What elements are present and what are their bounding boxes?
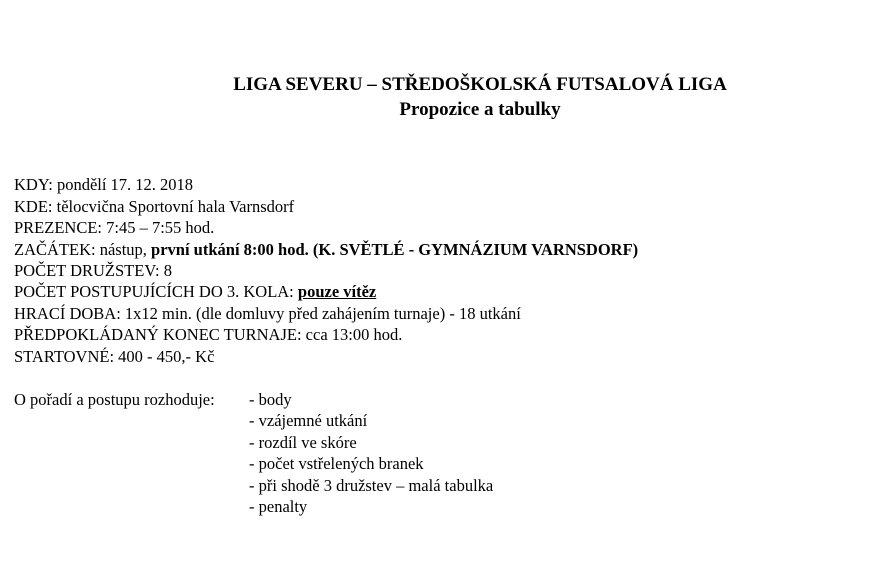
ranking-criterion: - penalty (249, 497, 308, 516)
ranking-criterion: - vzájemné utkání (249, 411, 368, 430)
ranking-criterion: - při shodě 3 družstev – malá tabulka (249, 476, 494, 495)
info-date: KDY: pondělí 17. 12. 2018 (14, 175, 194, 194)
document-title: LIGA SEVERU – STŘEDOŠKOLSKÁ FUTSALOVÁ LIGA (233, 74, 727, 95)
info-start-label: ZAČÁTEK: nástup, (14, 240, 152, 259)
info-game-duration: HRACÍ DOBA: 1x12 min. (dle domluvy před zahájením turnaje) - 18 utkání (14, 304, 521, 323)
info-advancing (14, 282, 376, 302)
info-registration: PREZENCE: 7:45 – 7:55 hod. (14, 218, 215, 237)
info-advancing-label: POČET POSTUPUJÍCÍCH DO 3. KOLA: (14, 282, 298, 301)
ranking-criterion: - rozdíl ve skóre (249, 433, 357, 452)
info-expected-end: PŘEDPOKLÁDANÝ KONEC TURNAJE: cca 13:00 hod. (14, 325, 403, 344)
ranking-label: O pořadí a postupu rozhoduje: (14, 390, 215, 409)
info-start-first-match: první utkání 8:00 hod. (K. SVĚTLÉ - GYMNÁZIUM VARNSDORF) (151, 240, 639, 259)
document-subtitle: Propozice a tabulky (399, 99, 561, 120)
info-advancing-value: pouze vítěz (297, 282, 377, 301)
info-entry-fee: STARTOVNÉ: 400 - 450,- Kč (14, 347, 215, 366)
ranking-criterion: - počet vstřelených branek (249, 454, 424, 473)
info-venue: KDE: tělocvična Sportovní hala Varnsdorf (14, 197, 295, 216)
ranking-criterion: - body (249, 390, 292, 409)
info-team-count: POČET DRUŽSTEV: 8 (14, 261, 172, 280)
info-start (14, 240, 638, 260)
